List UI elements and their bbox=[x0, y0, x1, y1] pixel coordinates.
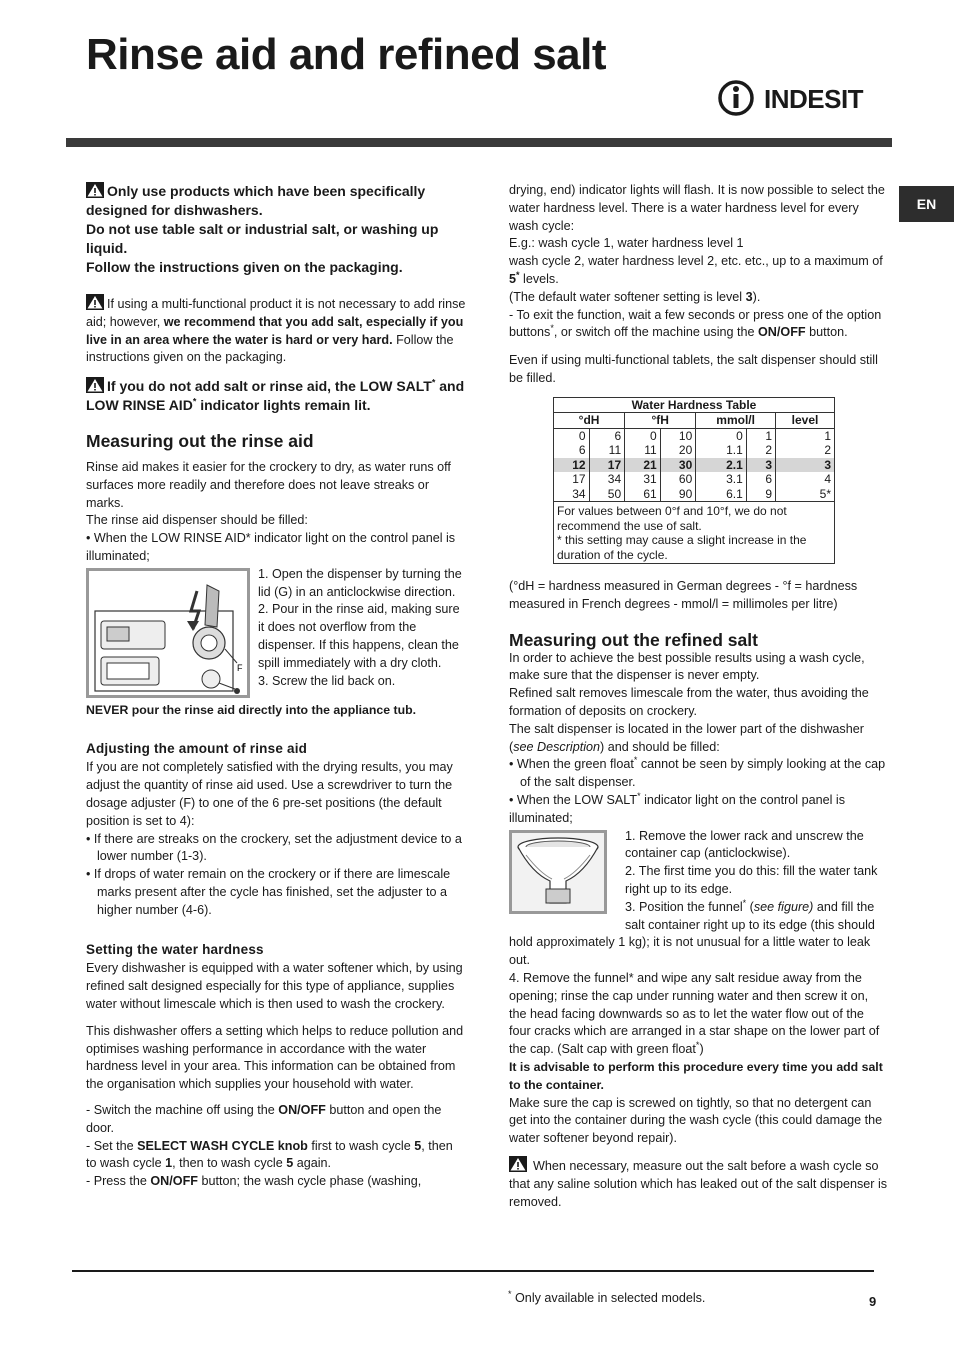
adjust-text: If you are not completely satisfied with the drying results, you may adjust the quantity of rinse aid used. Use a screwdriver to turn the dosage adjuster (F) to one of the 6 pre-set positions (the default position is set to 4): bbox=[86, 760, 453, 828]
salt-heading: Measuring out the refined salt bbox=[509, 629, 758, 650]
warning-icon bbox=[86, 182, 104, 198]
salt-warning: When necessary, measure out the salt before a wash cycle so that any saline solution which has leaked out of the salt dispenser is removed. bbox=[509, 1156, 889, 1211]
salt-advisable: It is advisable to perform this procedure every time you add salt to the container. bbox=[509, 1059, 883, 1092]
indesit-logo bbox=[716, 78, 868, 118]
adjust-heading: Adjusting the amount of rinse aid bbox=[86, 740, 308, 756]
hardness-default: (The default water softener setting is level 3). bbox=[509, 289, 761, 304]
table-header: °dH bbox=[554, 413, 625, 429]
salt-bullet-1: • When the green float* cannot be seen by simply looking at the cap of the salt dispenser. bbox=[509, 755, 886, 790]
salt-step-1: 1. Remove the lower rack and unscrew the container cap (anticlockwise). bbox=[625, 828, 864, 861]
table-row: 6 11 11 20 1.1 2 2 bbox=[554, 443, 835, 458]
rinse-steps-block bbox=[86, 566, 466, 702]
salt-p1: In order to achieve the best possible results using a wash cycle, make sure that the dispenser is never empty. bbox=[509, 650, 865, 683]
table-header: mmol/l bbox=[696, 413, 776, 429]
table-row: 17 34 31 60 3.1 6 4 bbox=[554, 472, 835, 487]
table-header: °fH bbox=[625, 413, 696, 429]
footnote: * Only available in selected models. bbox=[508, 1288, 706, 1305]
funnel-illustration-icon bbox=[512, 833, 604, 911]
warning-products: Only use products which have been specifically designed for dishwashers. Do not use table salt or industrial salt, or washing up liquid. Follow the instructions given on the packaging. bbox=[86, 183, 439, 275]
salt-bullet-2: • When the LOW SALT* indicator light on the control panel is illuminated; bbox=[509, 790, 845, 825]
hardness-example-2: wash cycle 2, water hardness level 2, etc. etc., up to a maximum of 5* levels. bbox=[509, 254, 883, 286]
rinse-aid-dispenser-figure bbox=[86, 568, 250, 698]
indesit-i-icon bbox=[716, 78, 760, 118]
right-column bbox=[509, 182, 889, 1211]
rinse-aid-heading: Measuring out the rinse aid bbox=[86, 431, 314, 452]
hardness-step-2: - Set the SELECT WASH CYCLE knob first to wash cycle 5, then to wash cycle 1, then to wash cycle 5 again. bbox=[86, 1138, 453, 1171]
salt-p2: Refined salt removes limescale from the water, thus avoiding the formation of deposits on crockery. bbox=[509, 686, 869, 719]
hardness-p2: This dishwasher offers a setting which helps to reduce pollution and optimises washing performance in accordance with the water hardness level in your area. This information can be obtained from the organisation which supplies your household with water. bbox=[86, 1023, 464, 1092]
salt-step-4: 4. Remove the funnel* and wipe any salt residue away from the opening; rinse the cap under running water and then screw it on, the head facing downwards so as to let the water flow out of the four cracks which are arranged in a star shape on the lower part of the cap. (Salt cap with green float*) bbox=[509, 971, 880, 1057]
brand-name: INDESIT bbox=[764, 84, 864, 114]
rinse-intro: Rinse aid makes it easier for the crockery to dry, as water runs off surfaces more readily and therefore does not leave streaks or marks. bbox=[86, 459, 451, 510]
rinse-never: NEVER pour the rinse aid directly into the appliance tub. bbox=[86, 702, 417, 717]
rinse-step-1: 1. Open the dispenser by turning the lid (G) in an anticlockwise direction. bbox=[258, 566, 462, 599]
table-header: level bbox=[776, 413, 835, 429]
salt-funnel-figure bbox=[509, 830, 607, 914]
table-note: For values between 0°f and 10°f, we do not recommend the use of salt. * this setting may cause a slight increase in the duration of the cycle. bbox=[554, 502, 835, 564]
rinse-step-2: 2. Pour in the rinse aid, making sure it does not overflow from the dispenser. If this happens, clean the spill immediately with a dry cloth. bbox=[258, 602, 460, 670]
hardness-step-3-cont: drying, end) indicator lights will flash. It is now possible to select the water hardness level. There is a water hardness level for every wash cycle: bbox=[509, 183, 885, 233]
hardness-example-1: E.g.: wash cycle 1, water hardness level 1 bbox=[509, 236, 744, 251]
salt-step-2: 2. The first time you do this: fill the water tank right up to its edge. bbox=[625, 864, 878, 897]
table-legend: (°dH = hardness measured in German degrees - °f = hardness measured in French degrees - mmol/l = millimoles per litre) bbox=[509, 579, 858, 612]
figure-label-f: F bbox=[237, 662, 243, 673]
dispenser-illustration-icon bbox=[89, 571, 247, 695]
table-row: 0 6 0 10 0 1 1 bbox=[554, 428, 835, 443]
hardness-step-1: - Switch the machine off using the ON/OFF button and open the door. bbox=[86, 1102, 442, 1135]
water-hardness-table bbox=[553, 397, 835, 565]
warning-indicators: If you do not add salt or rinse aid, the LOW SALT* and LOW RINSE AID* indicator lights remain lit. bbox=[86, 377, 465, 414]
salt-p3: The salt dispenser is located in the lower part of the dishwasher (see Description) and should be filled: bbox=[509, 721, 864, 754]
warning-icon bbox=[86, 377, 104, 393]
footer-rule bbox=[72, 1270, 874, 1272]
language-tab: EN bbox=[899, 186, 954, 222]
salt-steps-block bbox=[509, 828, 889, 970]
left-column bbox=[86, 182, 466, 1191]
rinse-fill: The rinse aid dispenser should be filled: bbox=[86, 513, 308, 528]
hardness-step-3-start: - Press the ON/OFF button; the wash cycle phase (washing, bbox=[86, 1174, 422, 1189]
table-title: Water Hardness Table bbox=[554, 397, 835, 413]
page-title: Rinse aid and refined salt bbox=[86, 30, 607, 79]
hardness-multi: Even if using multi-functional tablets, the salt dispenser should still be filled. bbox=[509, 353, 878, 385]
table-row-highlighted: 12 17 21 30 2.1 3 3 bbox=[554, 458, 835, 473]
header-bar bbox=[66, 138, 892, 147]
salt-tight: Make sure the cap is screwed on tightly, so that no detergent can get into the container during the wash cycle (this could damage the water softener beyond repair). bbox=[509, 1095, 883, 1146]
hardness-heading: Setting the water hardness bbox=[86, 941, 264, 957]
adjust-bullet-1: • If there are streaks on the crockery, set the adjustment device to a lower number (1-3). bbox=[86, 831, 462, 864]
adjust-bullet-2: • If drops of water remain on the crockery or if there are limescale marks present after the cycle has finished, set the adjuster to a higher number (4-6). bbox=[86, 867, 451, 917]
warning-multifunctional: If using a multi-functional product it is not necessary to add rinse aid; however, we recommend that you add salt, especially if you live in an area where the water is hard or very hard. Follow the instructions given on the packaging. bbox=[86, 294, 466, 367]
page-number: 9 bbox=[869, 1294, 877, 1309]
hardness-p1: Every dishwasher is equipped with a water softener which, by using refined salt designed especially for this type of appliance, supplies water without limescale which is then used to wash the crockery. bbox=[86, 961, 463, 1011]
salt-step-3: 3. Position the funnel* (see figure) and fill the salt container right up to its edge (this should hold approximately 1 kg); it is not unusual for a little water to leak out. bbox=[509, 897, 875, 968]
table-row: 34 50 61 90 6.1 9 5* bbox=[554, 487, 835, 502]
rinse-step-3: 3. Screw the lid back on. bbox=[258, 673, 396, 688]
rinse-bullet: • When the LOW RINSE AID* indicator light on the control panel is illuminated; bbox=[86, 531, 456, 563]
hardness-exit: - To exit the function, wait a few seconds or press one of the option buttons*, or switch off the machine using the ON/OFF button. bbox=[509, 307, 882, 340]
warning-icon bbox=[509, 1156, 527, 1172]
warning-icon bbox=[86, 294, 104, 310]
